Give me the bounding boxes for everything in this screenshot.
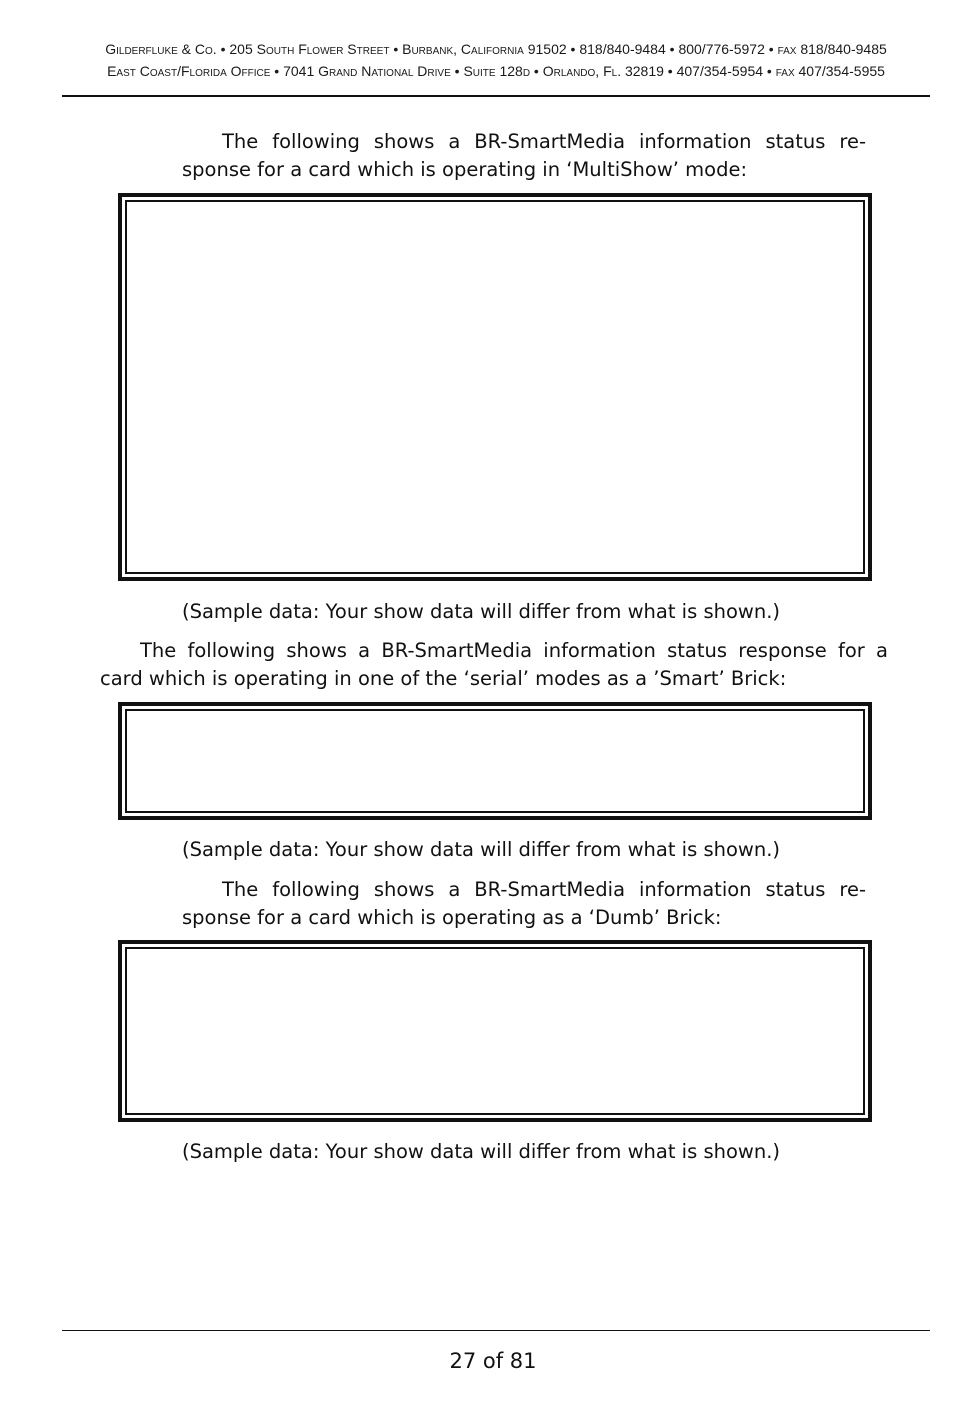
separator: •: [530, 63, 543, 79]
smart-brick-intro-paragraph: [100, 637, 888, 693]
paragraph-line: The following shows a BR-SmartMedia information status re-: [222, 878, 866, 901]
separator: •: [270, 63, 284, 79]
header-rule: [62, 95, 930, 97]
separator: •: [764, 41, 778, 57]
main-office-zip: 91502: [523, 41, 567, 57]
east-office-zip: 32819: [621, 63, 664, 79]
east-office-fax: 407/354-5955: [794, 63, 885, 79]
east-office-name: East Coast/Florida Office: [107, 63, 271, 79]
paragraph-line: card which is operating in one of the ‘serial’ modes as a ’Smart’ Brick:: [100, 667, 787, 690]
paragraph-line: sponse for a card which is operating in ‘MultiShow’ mode:: [182, 158, 748, 181]
separator: •: [763, 63, 776, 79]
page-number: 27 of 81: [449, 1349, 537, 1373]
smart-brick-status-sample-box: [118, 702, 872, 820]
dumb-brick-sample-caption: (Sample data: Your show data will differ from what is shown.): [182, 1140, 781, 1163]
smart-brick-sample-caption: (Sample data: Your show data will differ from what is shown.): [182, 838, 781, 861]
letterhead-line-main-office: [62, 38, 930, 60]
separator: •: [389, 41, 403, 57]
letterhead-line-east-office: [62, 60, 930, 82]
fax-label: fax: [775, 63, 795, 79]
main-office-fax: 818/840-9485: [796, 41, 887, 57]
separator: •: [665, 41, 679, 57]
east-office-city: Orlando, Fl.: [542, 63, 622, 79]
east-office-suite: Suite 128d: [463, 63, 531, 79]
fax-label: fax: [777, 41, 797, 57]
company-name: Gilderfluke & Co.: [105, 41, 217, 57]
paragraph-line: sponse for a card which is operating as a ‘Dumb’ Brick:: [182, 906, 722, 929]
main-office-phone: 818/840-9484: [579, 41, 666, 57]
main-office-city: Burbank, California: [402, 41, 524, 57]
separator: •: [450, 63, 464, 79]
multishow-status-sample-box: [118, 193, 872, 581]
multishow-sample-caption: (Sample data: Your show data will differ from what is shown.): [182, 600, 781, 623]
main-office-tollfree: 800/776-5972: [678, 41, 765, 57]
paragraph-line: The following shows a BR-SmartMedia information status re-: [222, 130, 866, 153]
separator: •: [566, 41, 580, 57]
separator: •: [663, 63, 677, 79]
paragraph-line: The following shows a BR-SmartMedia information status response for a: [140, 639, 888, 662]
sample-box-inner-frame: [125, 709, 865, 813]
letterhead: [62, 38, 930, 82]
main-office-address: 205 South Flower Street: [229, 41, 390, 57]
east-office-phone: 407/354-5954: [676, 63, 764, 79]
east-office-address: 7041 Grand National Drive: [283, 63, 451, 79]
dumb-brick-intro-paragraph: [182, 876, 866, 932]
footer-rule: [62, 1330, 930, 1331]
sample-box-inner-frame: [125, 947, 865, 1115]
sample-box-inner-frame: [125, 200, 865, 574]
separator: •: [216, 41, 230, 57]
multishow-intro-paragraph: [182, 128, 866, 184]
dumb-brick-status-sample-box: [118, 940, 872, 1122]
